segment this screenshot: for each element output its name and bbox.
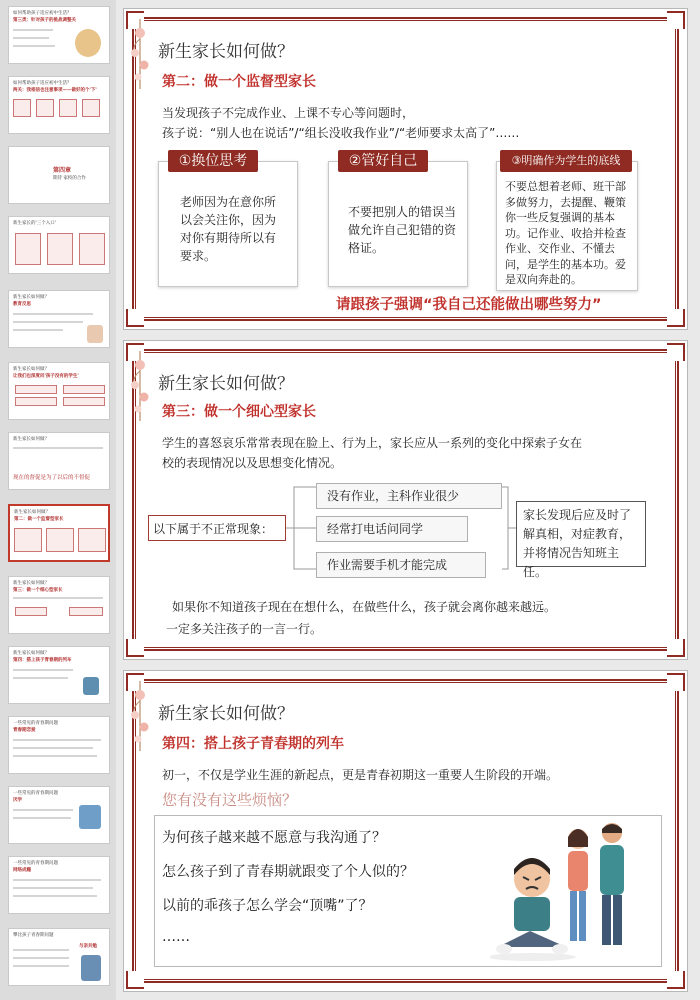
label-perspective: ①换位思考 xyxy=(168,150,258,172)
thumbnail-title: 第四章 xyxy=(53,167,72,174)
card-text-self-control: 不要把别人的错误当做允许自己犯错的资格证。 xyxy=(348,205,457,255)
outro-line-2: 一定多关注孩子的一言一行。 xyxy=(166,622,323,636)
thumbnail-title: 如何帮助孩子适应初中生活？ xyxy=(13,81,72,86)
slide-thumbnail[interactable] xyxy=(8,786,110,844)
slide-thumbnail[interactable] xyxy=(8,6,110,64)
abnormal-item-2: 经常打电话问同学 xyxy=(316,516,468,542)
slide-thumbnail[interactable] xyxy=(8,928,110,986)
flower-decoration-icon xyxy=(130,19,150,89)
abnormal-item-1: 没有作业，主科作业很少 xyxy=(316,483,502,509)
thumbnail-subtitle: 两关：我相信也注意事项——做好的个'下' xyxy=(13,88,97,93)
thumbnail-title: 新生家长如何做？ xyxy=(13,581,49,586)
thumbnail-subtitle: 网络成瘾 xyxy=(13,868,31,873)
slide-subtitle: 第三：做一个细心型家长 xyxy=(162,404,316,420)
slide-thumbnail[interactable] xyxy=(8,432,110,490)
flower-decoration-icon xyxy=(130,351,150,421)
slide-thumbnail[interactable] xyxy=(8,146,110,204)
emphasis-note: 请跟孩子强调“我自己还能做出哪些努力” xyxy=(336,297,602,313)
outro-line-1: 如果你不知道孩子现在在想什么，在做些什么，孩子就会离你越来越远。 xyxy=(172,600,557,614)
thumbnail-title: 一些常见的青春期问题 xyxy=(13,861,58,866)
slide-thumbnail[interactable] xyxy=(8,576,110,634)
thumbnail-title: 新生家长如何做？ xyxy=(13,651,49,656)
thumbnail-subtitle: 教育反思 xyxy=(13,302,31,307)
question-2: 怎么孩子到了青春期就跟变了个人似的？ xyxy=(162,864,414,880)
slide-title: 新生家长如何做？ xyxy=(158,374,294,394)
thumbnail-title: 新生家长如何做？ xyxy=(14,510,50,515)
flower-decoration-icon xyxy=(130,681,150,751)
label-student-baseline: ③明确作为学生的底线 xyxy=(500,150,632,172)
family-illustration-icon xyxy=(490,817,646,963)
thumbnail-subtitle: 第二：做一个监督型家长 xyxy=(14,517,64,522)
slide-attentive-parent[interactable] xyxy=(123,340,688,660)
thumbnail-title: 攀比孩子青春期问题 xyxy=(13,933,54,938)
thumbnail-subtitle: 青春期恋爱 xyxy=(13,728,36,733)
card-text-student-baseline: 不要总想着老师、班干部多做努力，去提醒、鞭策你一些反复强调的基本功。记作业、收拾并检查作业、交作业、不懂去问，是学生的基本功。爱是双向奔赴的。 xyxy=(505,180,626,286)
question-3: 以前的乖孩子怎么学会“顶嘴”了？ xyxy=(162,898,373,914)
slide-subtitle: 第二：做一个监督型家长 xyxy=(162,74,316,90)
thumbnail-title: 新生家长如何做？ xyxy=(13,295,49,300)
slide-thumbnail-panel xyxy=(0,0,116,1000)
intro-line-2: 孩子说：“别人也在说话”/“组长没收我作业”/“老师要求太高了”…… xyxy=(162,126,520,140)
thumbnail-title: 如何帮助孩子适应初中生活？ xyxy=(13,11,72,16)
thumbnail-title: 新生家长如何做？ xyxy=(13,437,49,442)
card-text-perspective: 老师因为在意你所以会关注你，因为对你有期待所以有要求。 xyxy=(180,195,277,263)
intro-line-2: 校的表现情况以及思想变化情况。 xyxy=(162,456,343,470)
thumbnail-subtitle: 让我们也深度问'孩子没有的学生' xyxy=(13,374,79,379)
intro-text: 初一，不仅是学业生涯的新起点，更是青春初期这一重要人生阶段的开端。 xyxy=(162,768,559,782)
slide-title: 新生家长如何做？ xyxy=(158,704,294,724)
slide-thumbnail[interactable] xyxy=(8,646,110,704)
question-ellipsis: …… xyxy=(162,929,190,945)
thumbnail-title: 新生家长如何做？ xyxy=(13,367,49,372)
question-1: 为何孩子越来越不愿意与我沟通了？ xyxy=(162,830,386,846)
slide-thumbnail[interactable] xyxy=(8,362,110,420)
slide-supervisor-parent[interactable] xyxy=(123,8,688,330)
slide-subtitle: 第四：搭上孩子青春期的列车 xyxy=(162,736,344,752)
label-self-control: ②管好自己 xyxy=(338,150,428,172)
thumbnail-subtitle: 与亲共勉 xyxy=(79,944,97,949)
abnormal-label-box: 以下属于不正常现象： xyxy=(148,515,286,541)
worry-heading: 您有没有这些烦恼？ xyxy=(162,791,298,809)
parent-action-box: 家长发现后应及时了解真相，对症教育，并将情况告知班主任。 xyxy=(516,501,646,567)
slide-thumbnail[interactable] xyxy=(8,716,110,774)
bracket-connector xyxy=(286,481,316,581)
thumbnail-subtitle: 第三类：针对孩子的挑战调整关 xyxy=(13,18,76,23)
slide-thumbnail-selected[interactable] xyxy=(8,504,110,562)
slide-thumbnail[interactable] xyxy=(8,216,110,274)
slide-thumbnail[interactable] xyxy=(8,290,110,348)
intro-line-1: 当发现孩子不完成作业、上课不专心等问题时， xyxy=(162,106,415,120)
slide-thumbnail[interactable] xyxy=(8,856,110,914)
slide-adolescence[interactable] xyxy=(123,670,688,992)
thumbnail-subtitle: 期待 家校的合作 xyxy=(53,176,86,181)
thumbnail-subtitle: 第三：做一个细心型家长 xyxy=(13,588,63,593)
slide-thumbnail[interactable] xyxy=(8,76,110,134)
intro-line-1: 学生的喜怒哀乐常常表现在脸上、行为上，家长应从一系列的变化中探索子女在 xyxy=(162,436,583,450)
bracket-connector-right xyxy=(502,481,516,581)
slide-title: 新生家长如何做？ xyxy=(158,42,294,62)
thumbnail-title: 一些常见的青春期问题 xyxy=(13,791,58,796)
thumbnail-subtitle: 厌学 xyxy=(13,798,22,803)
thumbnail-subtitle: 现在的督促是为了以后的不督促 xyxy=(13,475,91,481)
thumbnail-title: 一些常见的青春期问题 xyxy=(13,721,58,726)
thumbnail-subtitle: 第四：搭上孩子青春期的列车 xyxy=(13,658,72,663)
thumbnail-title: 新生家长的'三个入口' xyxy=(13,221,56,226)
abnormal-item-3: 作业需要手机才能完成 xyxy=(316,552,486,578)
